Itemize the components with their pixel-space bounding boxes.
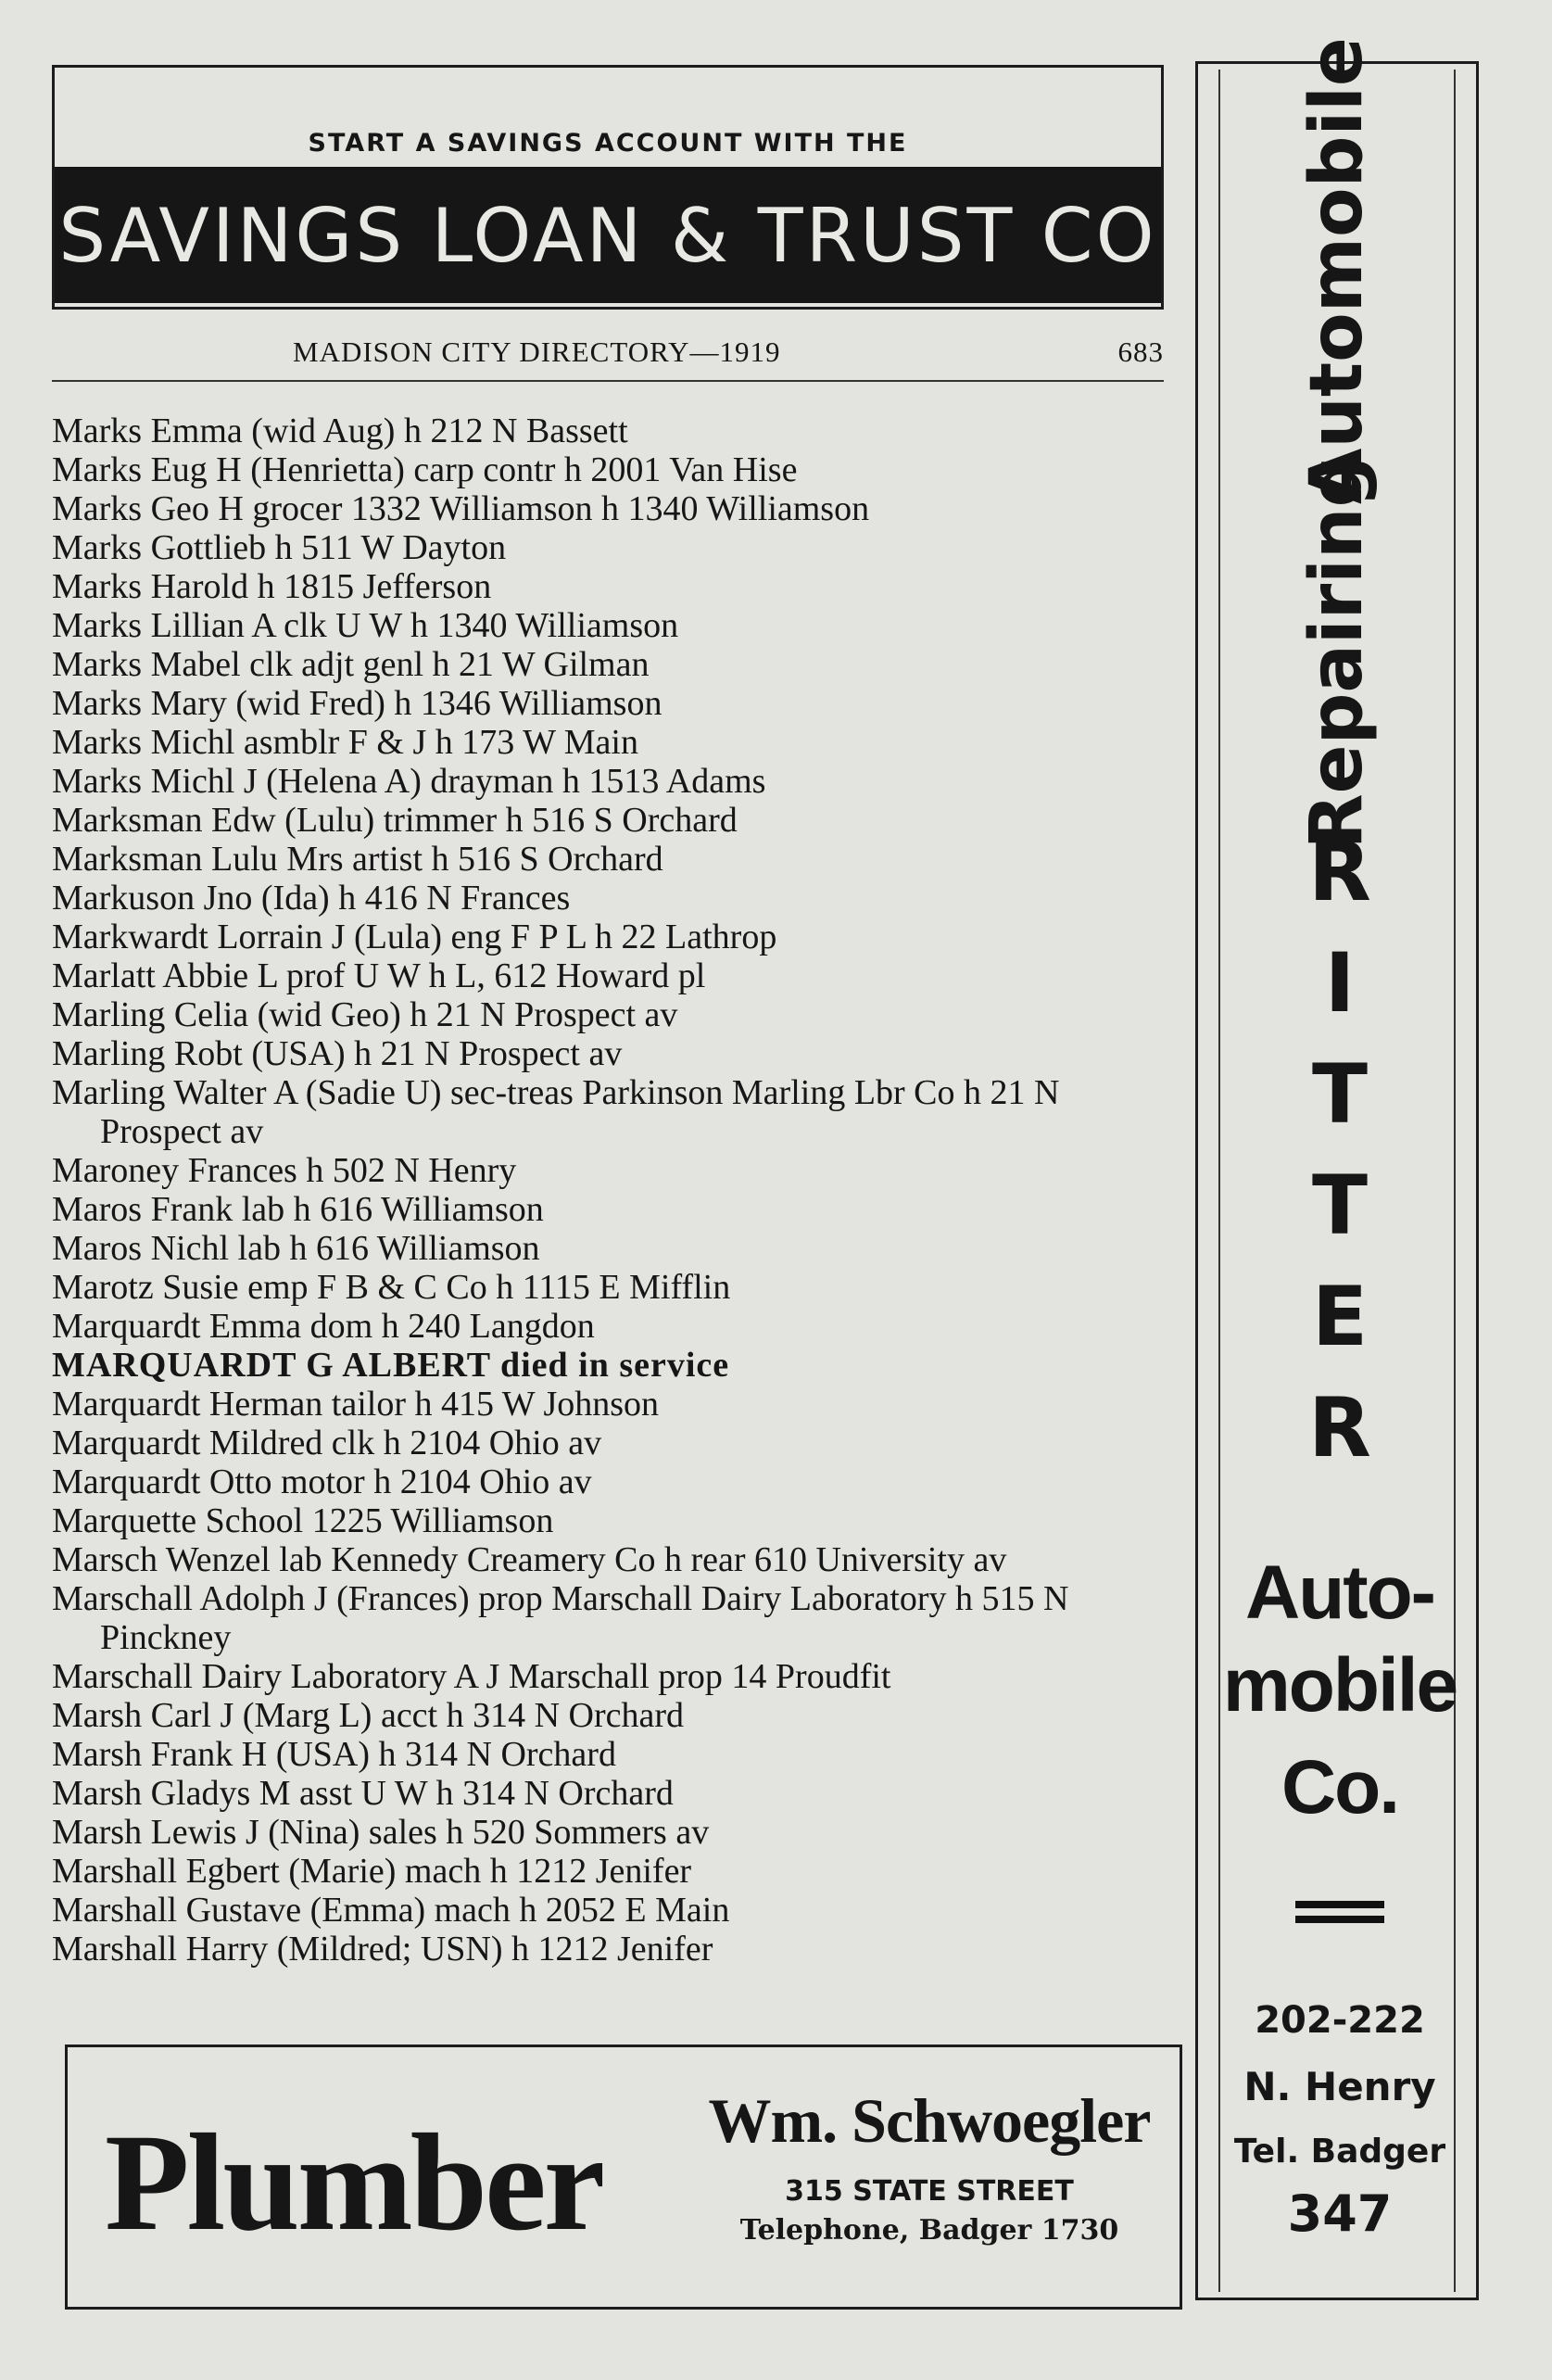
ritter-company-line-1: Auto- — [1244, 1551, 1434, 1635]
directory-entry: Marquardt Otto motor h 2104 Ohio av — [52, 1462, 592, 1501]
directory-entry: Marshall Gustave (Emma) mach h 2052 E Main — [52, 1891, 730, 1930]
directory-entry: Marsch Wenzel lab Kennedy Creamery Co h rear 610 University av — [52, 1540, 1007, 1579]
directory-entry: Marks Gottlieb h 511 W Dayton — [52, 528, 507, 567]
plumber-ad — [65, 2045, 1182, 2310]
directory-entry: Marsh Carl J (Marg L) acct h 314 N Orchard — [52, 1696, 685, 1735]
directory-entry: Markuson Jno (Ida) h 416 N Frances — [52, 879, 571, 918]
directory-entry: Marling Celia (wid Geo) h 21 N Prospect av — [52, 995, 678, 1034]
directory-entry: Marks Michl J (Helena A) drayman h 1513 Adams — [52, 762, 766, 801]
directory-entry: Marks Eug H (Henrietta) carp contr h 2001 Van Hise — [52, 450, 798, 489]
directory-entry: Marks Mary (wid Fred) h 1346 Williamson — [52, 684, 662, 723]
divider-bar — [1295, 1901, 1384, 1908]
directory-listings — [52, 411, 1182, 1969]
savings-loan-ad — [52, 65, 1164, 310]
savings-ad-tagline: START A SAVINGS ACCOUNT WITH THE — [308, 129, 908, 158]
ritter-address-number: 202-222 — [1255, 1999, 1425, 2042]
divider-bar — [1295, 1916, 1384, 1923]
savings-ad-bank-name: SAVINGS LOAN & TRUST CO — [55, 164, 1161, 303]
ritter-letter: R — [1308, 1380, 1371, 1475]
directory-entry: Marksman Edw (Lulu) trimmer h 516 S Orchard — [52, 801, 738, 840]
directory-entry: Marks Michl asmblr F & J h 173 W Main — [52, 723, 638, 762]
directory-entry: Maros Nichl lab h 616 Williamson — [52, 1229, 540, 1268]
ritter-automobile-ad — [1195, 37, 1479, 2300]
ritter-address-street: N. Henry — [1243, 2064, 1436, 2109]
directory-entry: Marshall Harry (Mildred; USN) h 1212 Jenifer — [52, 1930, 713, 1969]
directory-entry: Marquardt Mildred clk h 2104 Ohio av — [52, 1424, 602, 1462]
automobile-vertical-text: Automobile — [1295, 37, 1379, 504]
directory-entry: Marsh Frank H (USA) h 314 N Orchard — [52, 1735, 616, 1774]
directory-entry: Marsh Gladys M asst U W h 314 N Orchard — [52, 1774, 674, 1813]
directory-entry: MARQUARDT G ALBERT died in service — [52, 1346, 730, 1385]
directory-entry: Maros Frank lab h 616 Williamson — [52, 1190, 544, 1229]
directory-entry: Marschall Dairy Laboratory A J Marschall prop 14 Proudfit — [52, 1657, 891, 1696]
ritter-letter: T — [1311, 1046, 1369, 1142]
plumber-heading: Plumber — [105, 2106, 603, 2260]
directory-entry: Marshall Egbert (Marie) mach h 1212 Jenifer — [52, 1852, 692, 1891]
plumber-telephone: Telephone, Badger 1730 — [739, 2214, 1119, 2247]
directory-entry: Marquardt Herman tailor h 415 W Johnson — [52, 1385, 660, 1424]
directory-entry: Marks Mabel clk adjt genl h 21 W Gilman — [52, 645, 650, 684]
directory-entry: Marks Emma (wid Aug) h 212 N Bassett — [52, 411, 628, 450]
ritter-letter: R — [1308, 824, 1371, 919]
directory-title: MADISON CITY DIRECTORY—1919 — [293, 335, 781, 368]
ritter-letter: I — [1324, 935, 1356, 1031]
ritter-company-line-2: mobile — [1222, 1643, 1457, 1728]
directory-entry: Marlatt Abbie L prof U W h L, 612 Howard pl — [52, 956, 706, 995]
directory-entry: Marling Robt (USA) h 21 N Prospect av — [52, 1034, 623, 1073]
directory-entry: Marks Geo H grocer 1332 Williamson h 1340 Williamson — [52, 489, 870, 528]
ritter-company-line-3: Co. — [1281, 1745, 1399, 1829]
page-number: 683 — [1117, 335, 1164, 368]
directory-entry: Marquette School 1225 Williamson — [52, 1501, 554, 1540]
directory-entry: Marotz Susie emp F B & C Co h 1115 E Mifflin — [52, 1268, 731, 1307]
directory-entry: Marks Lillian A clk U W h 1340 Williamson — [52, 606, 679, 645]
directory-entry: Maroney Frances h 502 N Henry — [52, 1151, 517, 1190]
directory-entry: Marschall Adolph J (Frances) prop Marschall Dairy Laboratory h 515 N Pinckney — [52, 1579, 1069, 1657]
directory-entry: Marquardt Emma dom h 240 Langdon — [52, 1307, 595, 1346]
plumber-street: 315 STATE STREET — [785, 2175, 1074, 2208]
ritter-letter: E — [1311, 1269, 1369, 1364]
repairing-vertical-text: Repairing — [1295, 455, 1379, 850]
header-rule — [52, 380, 1164, 382]
ritter-telephone-label: Tel. Badger — [1233, 2133, 1446, 2171]
ritter-telephone-number: 347 — [1287, 2184, 1393, 2243]
directory-entry: Markwardt Lorrain J (Lula) eng F P L h 22 Lathrop — [52, 918, 777, 956]
directory-entry: Marks Harold h 1815 Jefferson — [52, 567, 492, 606]
plumber-name: Wm. Schwoegler — [708, 2085, 1151, 2156]
directory-entry: Marsh Lewis J (Nina) sales h 520 Sommers av — [52, 1813, 710, 1852]
ritter-letter: T — [1311, 1158, 1369, 1253]
directory-entry: Marksman Lulu Mrs artist h 516 S Orchard — [52, 840, 663, 879]
directory-entry: Marling Walter A (Sadie U) sec-treas Parkinson Marling Lbr Co h 21 N Prospect av — [52, 1073, 1060, 1151]
